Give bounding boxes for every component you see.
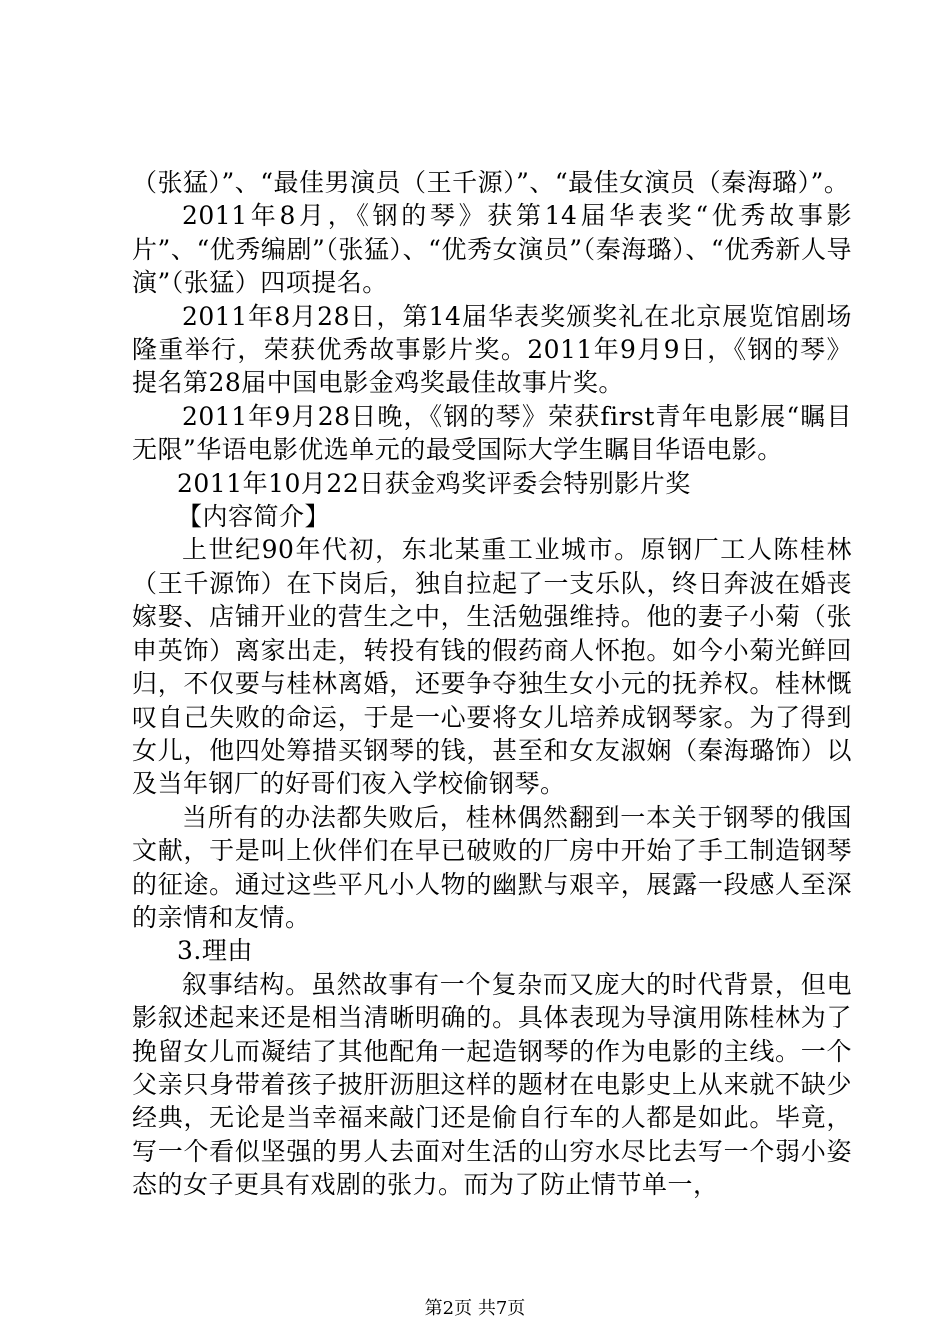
paragraph-golden-rooster: 2011年10月22日获金鸡奖评委会特别影片奖	[177, 468, 691, 498]
paragraph-huabiao-nomination: 2011年8月，《钢的琴》获第14届华表奖“优秀故事影片”、“优秀编剧”（张猛）、“优秀女演员”（秦海璐）、“优秀新人导演”（张猛）四项提名。	[132, 201, 852, 298]
paragraph-first-film-festival: 2011年9月28日晚，《钢的琴》荣获first青年电影展“瞩目无限”华语电影优选单元的最受国际大学生瞩目华语电影。	[132, 401, 852, 465]
document-body	[132, 166, 852, 1202]
section-heading-reason: 3.理由	[177, 936, 253, 966]
paragraph-awards-continued: （张猛）”、“最佳男演员（王千源）”、“最佳女演员（秦海璐）”。	[132, 168, 850, 197]
paragraph-huabiao-award: 2011年8月28日，第14届华表奖颁奖礼在北京展览馆剧场隆重举行，荣获优秀故事影片奖。2011年9月9日，《钢的琴》提名第28届中国电影金鸡奖最佳故事片奖。	[132, 301, 852, 398]
paragraph-synopsis-1: 上世纪90年代初，东北某重工业城市。原钢厂工人陈桂林（王千源饰）在下岗后，独自拉起了一支乐队，终日奔波在婚丧嫁娶、店铺开业的营生之中，生活勉强维持。他的妻子小菊（张申英饰）离家出走，转投有钱的假药商人怀抱。如今小菊光鲜回归，不仅要与桂林离婚，还要争夺独生女小元的抚养权。桂林慨叹自己失败的命运，于是一心要将女儿培养成钢琴家。为了得到女儿，他四处筹措买钢琴的钱，甚至和女友淑娴（秦海璐饰）以及当年钢厂的好哥们夜入学校偷钢琴。	[132, 535, 852, 799]
section-heading-synopsis: 【内容简介】	[177, 502, 331, 532]
page-number-footer: 第2页 共7页	[424, 1298, 526, 1319]
paragraph-synopsis-2: 当所有的办法都失败后，桂林偶然翻到一本关于钢琴的俄国文献，于是叫上伙伴们在早已破败的厂房中开始了手工制造钢琴的征途。通过这些平凡小人物的幽默与艰辛，展露一段感人至深的亲情和友情。	[132, 802, 852, 932]
paragraph-narrative-structure: 叙事结构。虽然故事有一个复杂而又庞大的时代背景，但电影叙述起来还是相当清晰明确的。具体表现为导演用陈桂林为了挽留女儿而凝结了其他配角一起造钢琴的作为电影的主线。一个父亲只身带着孩子披肝沥胆这样的题材在电影史上从来就不缺少经典，无论是当幸福来敲门还是偷自行车的人都是如此。毕竟，写一个看似坚强的男人去面对生活的山穷水尽比去写一个弱小姿态的女子更具有戏剧的张力。而为了防止情节单一，	[132, 969, 852, 1200]
